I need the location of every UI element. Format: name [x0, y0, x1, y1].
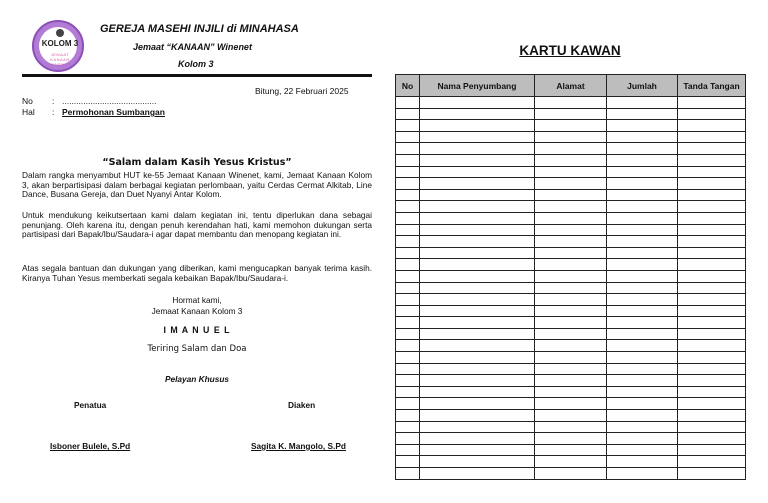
table-cell — [396, 363, 420, 375]
table-cell — [420, 398, 535, 410]
table-cell — [535, 97, 607, 109]
table-cell — [535, 108, 607, 120]
table-cell — [678, 166, 746, 178]
table-cell — [678, 468, 746, 480]
logo-emblem-icon — [56, 29, 64, 37]
table-cell — [535, 224, 607, 236]
table-cell — [396, 178, 420, 190]
table-row — [396, 166, 746, 178]
table-cell — [678, 120, 746, 132]
table-cell — [607, 236, 678, 248]
table-cell — [535, 270, 607, 282]
table-cell — [396, 398, 420, 410]
table-cell — [396, 468, 420, 480]
table-cell — [396, 166, 420, 178]
table-cell — [678, 247, 746, 259]
card-title: KARTU KAWAN — [519, 43, 621, 58]
table-row — [396, 410, 746, 422]
table-cell — [607, 224, 678, 236]
table-row — [396, 131, 746, 143]
table-row — [396, 201, 746, 213]
no-label: No — [22, 96, 33, 106]
table-cell — [535, 120, 607, 132]
table-cell — [678, 363, 746, 375]
table-cell — [607, 328, 678, 340]
table-cell — [678, 236, 746, 248]
table-cell — [535, 363, 607, 375]
table-cell — [420, 444, 535, 456]
table-cell — [607, 108, 678, 120]
table-row — [396, 189, 746, 201]
table-cell — [396, 386, 420, 398]
hal-value: Permohonan Sumbangan — [62, 107, 165, 117]
paragraph-1: Dalam rangka menyambut HUT ke-55 Jemaat Kanaan Winenet, kami, Jemaat Kanaan Kolom 3, akan berpartisipasi dalam berbagai kegiatan perlombaan, yaitu Cerdas Cermat Alkitab, Line Dance, Busana Gereja, dan Duet Nyanyi Antar Kolom. — [22, 170, 372, 200]
table-cell — [607, 131, 678, 143]
table-cell — [420, 270, 535, 282]
table-cell — [678, 328, 746, 340]
table-cell — [420, 108, 535, 120]
table-cell — [678, 421, 746, 433]
table-cell — [535, 212, 607, 224]
paragraph-3: Atas segala bantuan dan dukungan yang diberikan, kami mengucapkan banyak terima kasih. Kiranya Tuhan Yesus memberkati segala kebaikan Bapak/Ibu/Saudara-i. — [22, 263, 372, 283]
table-cell — [420, 328, 535, 340]
table-cell — [396, 352, 420, 364]
table-cell — [535, 201, 607, 213]
table-cell — [396, 444, 420, 456]
table-cell — [396, 456, 420, 468]
table-cell — [396, 328, 420, 340]
table-row — [396, 97, 746, 109]
table-cell — [607, 398, 678, 410]
table-cell — [535, 352, 607, 364]
table-cell — [535, 410, 607, 422]
table-row — [396, 294, 746, 306]
table-cell — [396, 224, 420, 236]
table-row — [396, 212, 746, 224]
table-cell — [396, 282, 420, 294]
table-body — [396, 97, 746, 480]
table-cell — [420, 375, 535, 387]
table-cell — [535, 468, 607, 480]
signatory-diaken: Sagita K. Mangolo, S.Pd — [251, 441, 346, 451]
table-cell — [420, 247, 535, 259]
table-cell — [678, 270, 746, 282]
congregation-name: Jemaat “KANAAN” Winenet — [133, 42, 252, 52]
table-cell — [420, 386, 535, 398]
table-cell — [535, 456, 607, 468]
table-cell — [420, 340, 535, 352]
table-cell — [607, 444, 678, 456]
table-cell — [535, 131, 607, 143]
table-cell — [607, 305, 678, 317]
table-cell — [535, 398, 607, 410]
hal-label: Hal — [22, 107, 35, 117]
table-cell — [420, 212, 535, 224]
table-row — [396, 282, 746, 294]
table-cell — [678, 97, 746, 109]
table-row — [396, 386, 746, 398]
table-cell — [420, 410, 535, 422]
org-name: GEREJA MASEHI INJILI di MINAHASA — [100, 23, 299, 35]
table-cell — [420, 294, 535, 306]
table-cell — [607, 201, 678, 213]
table-cell — [678, 212, 746, 224]
table-row — [396, 305, 746, 317]
table-cell — [607, 154, 678, 166]
table-cell — [678, 398, 746, 410]
table-cell — [535, 236, 607, 248]
table-row — [396, 363, 746, 375]
col-header-name: Nama Penyumbang — [420, 75, 535, 97]
table-cell — [678, 386, 746, 398]
col-header-signature: Tanda Tangan — [678, 75, 746, 97]
paragraph-2: Untuk mendukung keikutsertaan kami dalam kegiatan ini, tentu diperlukan dana sebagai penunjang. Oleh karena itu, dengan penuh kerendahan hati, kami memohon dukungan serta partisipasi dari Bapak/Ibu/Saudara-i agar dapat membantu dan menopang kegiatan ini. — [22, 210, 372, 240]
pelayan-khusus: Pelayan Khusus — [164, 374, 230, 384]
table-cell — [678, 131, 746, 143]
table-cell — [607, 282, 678, 294]
table-cell — [420, 236, 535, 248]
table-cell — [535, 259, 607, 271]
greeting: “Salam dalam Kasih Yesus Kristus” — [102, 157, 292, 168]
table-cell — [420, 363, 535, 375]
table-cell — [678, 352, 746, 364]
table-cell — [607, 386, 678, 398]
table-cell — [678, 444, 746, 456]
table-cell — [535, 444, 607, 456]
table-cell — [396, 340, 420, 352]
hal-separator: : — [52, 107, 55, 117]
table-cell — [396, 270, 420, 282]
table-row — [396, 247, 746, 259]
role-diaken: Diaken — [288, 400, 316, 410]
table-cell — [678, 456, 746, 468]
table-row — [396, 340, 746, 352]
table-cell — [678, 201, 746, 213]
table-cell — [678, 410, 746, 422]
table-cell — [607, 270, 678, 282]
table-cell — [535, 143, 607, 155]
table-cell — [420, 131, 535, 143]
table-row — [396, 259, 746, 271]
table-cell — [607, 97, 678, 109]
table-cell — [396, 108, 420, 120]
table-cell — [607, 178, 678, 190]
table-cell — [535, 317, 607, 329]
table-cell — [396, 143, 420, 155]
table-cell — [396, 375, 420, 387]
table-cell — [607, 410, 678, 422]
congregation-logo — [32, 20, 84, 72]
table-cell — [607, 166, 678, 178]
table-row — [396, 317, 746, 329]
table-cell — [396, 259, 420, 271]
table-cell — [607, 317, 678, 329]
table-cell — [607, 143, 678, 155]
table-cell — [396, 305, 420, 317]
table-cell — [396, 212, 420, 224]
table-row — [396, 178, 746, 190]
table-cell — [678, 143, 746, 155]
col-header-no: No — [396, 75, 420, 97]
table-cell — [535, 166, 607, 178]
col-header-address: Alamat — [535, 75, 607, 97]
table-cell — [678, 340, 746, 352]
table-cell — [396, 201, 420, 213]
table-cell — [607, 433, 678, 445]
table-cell — [420, 352, 535, 364]
table-cell — [535, 328, 607, 340]
role-penatua: Penatua — [74, 400, 107, 410]
logo-text: KOLOM 3 — [41, 39, 79, 48]
table-cell — [678, 259, 746, 271]
table-cell — [607, 259, 678, 271]
table-cell — [420, 282, 535, 294]
table-cell — [420, 433, 535, 445]
header-divider — [22, 74, 372, 77]
table-row — [396, 108, 746, 120]
table-cell — [535, 282, 607, 294]
table-cell — [607, 247, 678, 259]
table-cell — [420, 154, 535, 166]
table-cell — [420, 97, 535, 109]
table-cell — [678, 294, 746, 306]
table-cell — [420, 189, 535, 201]
col-header-amount: Jumlah — [607, 75, 678, 97]
table-cell — [535, 178, 607, 190]
table-cell — [607, 352, 678, 364]
table-cell — [396, 97, 420, 109]
table-cell — [535, 294, 607, 306]
table-cell — [535, 340, 607, 352]
closing: Hormat kami, — [172, 295, 222, 305]
table-row — [396, 154, 746, 166]
regards: Teriring Salam dan Doa — [147, 344, 247, 354]
no-value: ........................................ — [62, 96, 157, 106]
table-cell — [396, 131, 420, 143]
table-cell — [607, 456, 678, 468]
table-row — [396, 468, 746, 480]
table-cell — [607, 294, 678, 306]
table-row — [396, 224, 746, 236]
table-row — [396, 120, 746, 132]
table-cell — [420, 305, 535, 317]
table-row — [396, 375, 746, 387]
table-row — [396, 270, 746, 282]
table-cell — [396, 317, 420, 329]
table-cell — [607, 363, 678, 375]
table-cell — [420, 178, 535, 190]
table-cell — [396, 294, 420, 306]
table-row — [396, 433, 746, 445]
table-row — [396, 143, 746, 155]
letter-number-row — [22, 96, 156, 106]
no-separator: : — [52, 96, 55, 106]
table-cell — [535, 433, 607, 445]
table-cell — [535, 247, 607, 259]
table-cell — [535, 154, 607, 166]
closing-org: Jemaat Kanaan Kolom 3 — [151, 306, 243, 316]
table-cell — [420, 120, 535, 132]
table-cell — [607, 120, 678, 132]
table-cell — [678, 433, 746, 445]
table-cell — [396, 410, 420, 422]
table-cell — [678, 375, 746, 387]
table-cell — [678, 317, 746, 329]
table-cell — [678, 282, 746, 294]
table-row — [396, 421, 746, 433]
table-cell — [396, 236, 420, 248]
table-cell — [607, 421, 678, 433]
table-cell — [678, 108, 746, 120]
logo-subtext: JEMAAT KANAAN WINENET — [49, 52, 71, 67]
table-cell — [535, 189, 607, 201]
table-cell — [420, 259, 535, 271]
table-cell — [678, 305, 746, 317]
table-cell — [607, 212, 678, 224]
table-cell — [396, 189, 420, 201]
table-cell — [678, 154, 746, 166]
table-row — [396, 352, 746, 364]
table-cell — [420, 201, 535, 213]
table-cell — [420, 224, 535, 236]
donor-table — [395, 74, 746, 480]
table-cell — [420, 143, 535, 155]
table-cell — [535, 375, 607, 387]
table-cell — [396, 247, 420, 259]
table-cell — [420, 456, 535, 468]
table-row — [396, 456, 746, 468]
table-cell — [678, 224, 746, 236]
column-name: Kolom 3 — [178, 59, 214, 69]
table-cell — [396, 421, 420, 433]
table-cell — [396, 120, 420, 132]
table-cell — [420, 166, 535, 178]
table-cell — [607, 189, 678, 201]
table-cell — [678, 189, 746, 201]
table-cell — [396, 154, 420, 166]
table-cell — [396, 433, 420, 445]
motto: I M A N U E L — [163, 325, 231, 335]
letter-date: Bitung, 22 Februari 2025 — [255, 86, 349, 96]
table-cell — [420, 468, 535, 480]
table-row — [396, 328, 746, 340]
table-cell — [607, 375, 678, 387]
table-row — [396, 398, 746, 410]
table-cell — [535, 421, 607, 433]
table-header-row — [396, 75, 746, 97]
table-cell — [535, 305, 607, 317]
table-cell — [607, 340, 678, 352]
table-row — [396, 236, 746, 248]
table-cell — [607, 468, 678, 480]
table-cell — [420, 421, 535, 433]
letter-subject-row — [22, 107, 165, 117]
table-cell — [420, 317, 535, 329]
table-cell — [535, 386, 607, 398]
table-cell — [678, 178, 746, 190]
signatory-penatua: Isboner Bulele, S.Pd — [50, 441, 131, 451]
table-row — [396, 444, 746, 456]
